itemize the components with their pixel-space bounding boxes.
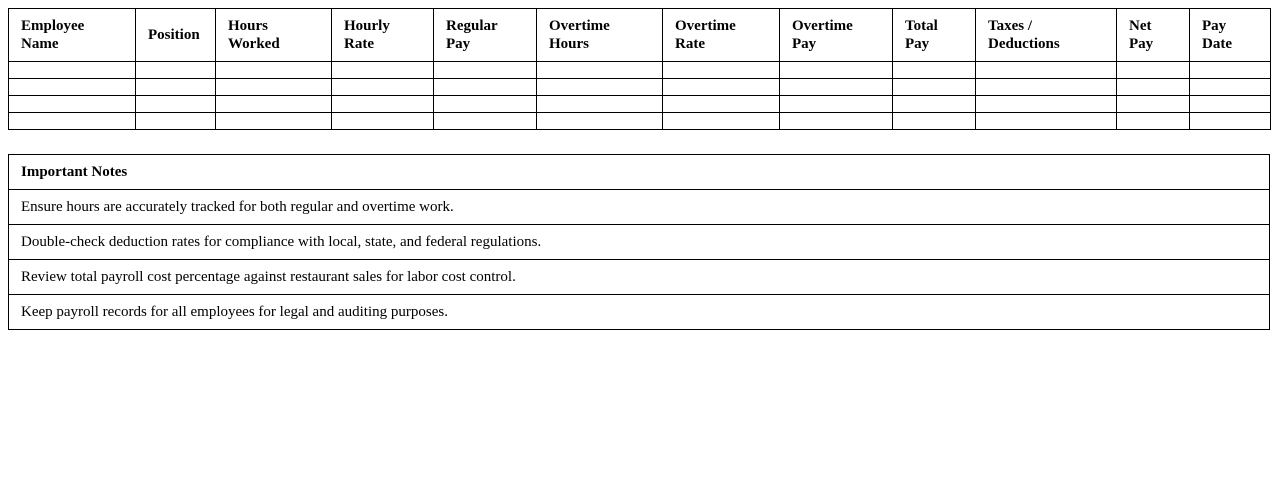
table-cell: [1117, 79, 1190, 96]
note-text: Review total payroll cost percentage against restaurant sales for labor cost control.: [9, 260, 1270, 295]
table-cell: [434, 79, 537, 96]
table-cell: [1117, 96, 1190, 113]
note-row: [9, 190, 1270, 225]
table-cell: [332, 62, 434, 79]
table-cell: [136, 96, 216, 113]
table-cell: [893, 113, 976, 130]
column-header-line: Pay: [1129, 36, 1154, 52]
table-cell: [780, 113, 893, 130]
table-cell: [976, 96, 1117, 113]
column-header-line: Overtime: [792, 18, 853, 34]
table-cell: [976, 62, 1117, 79]
table-cell: [1117, 113, 1190, 130]
table-cell: [780, 79, 893, 96]
column-header-position: [136, 9, 216, 62]
column-header-line: Overtime: [549, 18, 610, 34]
table-cell: [434, 96, 537, 113]
column-header-line: Hours: [549, 36, 590, 52]
table-cell: [976, 79, 1117, 96]
table-cell: [9, 79, 136, 96]
payroll-table-body: [9, 62, 1271, 130]
table-cell: [9, 113, 136, 130]
column-header-line: Regular: [446, 18, 498, 34]
table-cell: [136, 62, 216, 79]
column-header-line: Position: [148, 27, 200, 43]
column-header-hours-worked: [216, 9, 332, 62]
table-cell: [780, 62, 893, 79]
note-text: Ensure hours are accurately tracked for both regular and overtime work.: [9, 190, 1270, 225]
table-cell: [663, 79, 780, 96]
column-header-net-pay: [1117, 9, 1190, 62]
note-row: [9, 295, 1270, 330]
table-cell: [1190, 96, 1271, 113]
column-header-line: Name: [21, 36, 59, 52]
table-cell: [1190, 113, 1271, 130]
table-cell: [663, 113, 780, 130]
table-cell: [780, 96, 893, 113]
column-header-line: Pay: [1202, 18, 1227, 34]
table-cell: [216, 96, 332, 113]
column-header-line: Total: [905, 18, 938, 34]
table-cell: [1190, 79, 1271, 96]
note-row: [9, 260, 1270, 295]
column-header-line: Employee: [21, 18, 85, 34]
column-header-taxes-deductions: [976, 9, 1117, 62]
column-header-pay-date: [1190, 9, 1271, 62]
table-row: [9, 113, 1271, 130]
column-header-line: Net: [1129, 18, 1152, 34]
table-cell: [1117, 62, 1190, 79]
table-cell: [216, 79, 332, 96]
column-header-hourly-rate: [332, 9, 434, 62]
table-cell: [893, 79, 976, 96]
table-cell: [216, 62, 332, 79]
column-header-line: Hours: [228, 18, 269, 34]
table-cell: [976, 113, 1117, 130]
table-row: [9, 79, 1271, 96]
column-header-line: Hourly: [344, 18, 390, 34]
column-header-total-pay: [893, 9, 976, 62]
table-cell: [537, 96, 663, 113]
table-cell: [434, 113, 537, 130]
table-cell: [216, 113, 332, 130]
column-header-regular-pay: [434, 9, 537, 62]
column-header-line: Pay: [905, 36, 930, 52]
payroll-header-row: [9, 9, 1271, 62]
column-header-overtime-pay: [780, 9, 893, 62]
column-header-overtime-hours: [537, 9, 663, 62]
column-header-line: Overtime: [675, 18, 736, 34]
table-cell: [332, 113, 434, 130]
table-cell: [136, 113, 216, 130]
table-cell: [537, 113, 663, 130]
table-cell: [663, 62, 780, 79]
column-header-line: Pay: [446, 36, 471, 52]
column-header-line: Date: [1202, 36, 1232, 52]
notes-heading-row: [9, 155, 1270, 190]
table-cell: [136, 79, 216, 96]
column-header-employee-name: [9, 9, 136, 62]
column-header-line: Pay: [792, 36, 817, 52]
table-cell: [332, 79, 434, 96]
column-header-overtime-rate: [663, 9, 780, 62]
table-cell: [434, 62, 537, 79]
table-cell: [332, 96, 434, 113]
notes-heading: Important Notes: [9, 155, 1270, 190]
important-notes-table: [8, 154, 1270, 330]
column-header-line: Deductions: [988, 36, 1060, 52]
table-cell: [663, 96, 780, 113]
table-row: [9, 96, 1271, 113]
table-cell: [9, 62, 136, 79]
table-cell: [537, 79, 663, 96]
column-header-line: Taxes /: [988, 18, 1033, 34]
payroll-table: [8, 8, 1271, 130]
table-row: [9, 62, 1271, 79]
table-cell: [9, 96, 136, 113]
table-cell: [893, 62, 976, 79]
table-cell: [893, 96, 976, 113]
note-text: Keep payroll records for all employees for legal and auditing purposes.: [9, 295, 1270, 330]
table-cell: [1190, 62, 1271, 79]
table-cell: [537, 62, 663, 79]
column-header-line: Worked: [228, 36, 280, 52]
column-header-line: Rate: [344, 36, 374, 52]
note-text: Double-check deduction rates for compliance with local, state, and federal regulations.: [9, 225, 1270, 260]
column-header-line: Rate: [675, 36, 705, 52]
note-row: [9, 225, 1270, 260]
